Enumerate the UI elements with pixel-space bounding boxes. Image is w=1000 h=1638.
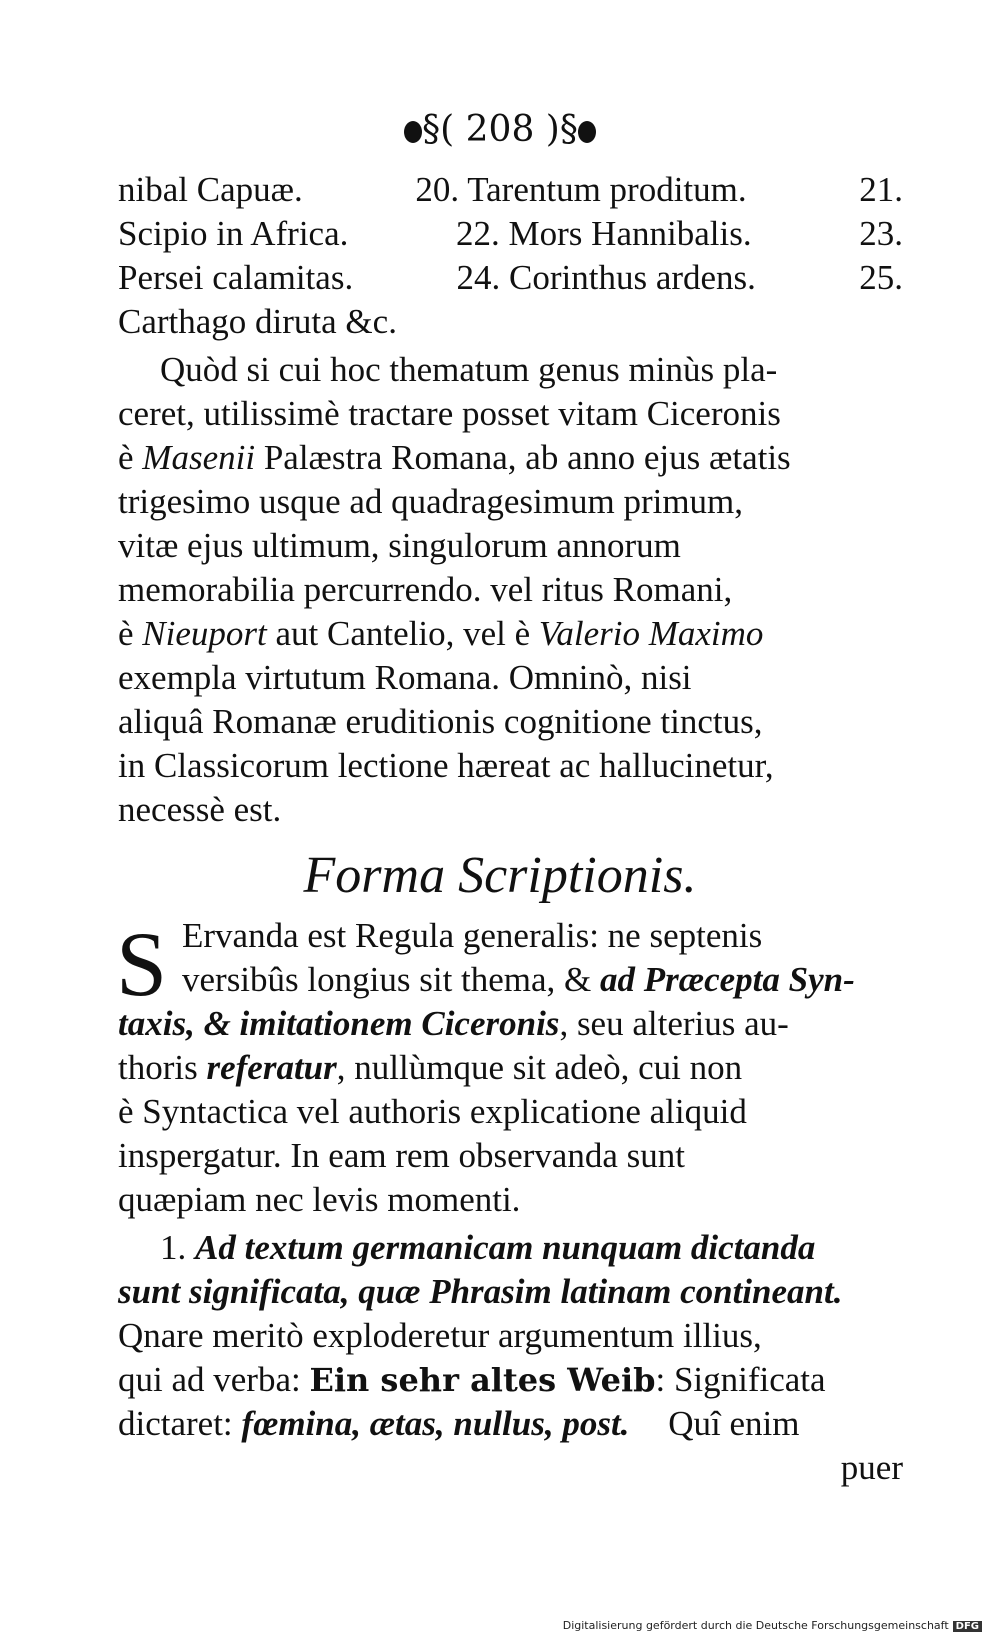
text-segment: 20. Tarentum proditum. [415,170,747,209]
text-segment: Scipio in Africa. [118,214,349,253]
author-name: Valerio Maximo [538,614,764,653]
text-segment: 21. [859,170,903,209]
catchword: puer [840,1448,903,1487]
text-segment: 24. Corinthus ardens. [456,258,756,297]
text-line: in Classicorum lectione hæreat ac hallucinetur, [118,746,774,785]
text-segment: Palæstra Romana, ab anno ejus ætatis [255,438,791,477]
list-number: 1. [160,1228,195,1267]
text-segment: thoris [118,1048,207,1087]
text-line: quæpiam nec levis momenti. [118,1180,521,1219]
text-line: ceret, utilissimè tractare posset vitam Ciceronis [118,394,781,433]
footer-credit [563,1619,982,1632]
text-line [118,612,903,656]
page-header: §( 208 )§ [0,108,1000,152]
page-number: ( 208 ) [440,109,560,150]
dfg-logo-icon: DFG [953,1621,982,1632]
text-segment: 23. [859,214,903,253]
text-line: Carthago diruta &c. [118,302,397,341]
text-segment: Persei calamitas. [118,258,354,297]
text-line [118,1046,903,1090]
text-segment: è [118,614,143,653]
text-segment: versibûs longius sit thema, & [182,960,601,999]
text-line: memorabilia percurrendo. vel ritus Romani, [118,570,733,609]
text-segment: , nullùmque sit adeò, cui non [336,1048,743,1087]
text-line [118,168,903,212]
text-line [118,436,903,480]
text-line: Quòd si cui hoc thematum genus minùs pla- [160,350,778,389]
italic-phrase: ad Præcepta Syn- [600,960,855,999]
text-segment: nibal Capuæ. [118,170,303,209]
text-line: Ervanda est Regula generalis: ne septenis [182,916,763,955]
left-ornament-icon [404,121,422,143]
italic-phrase: taxis, & imitationem Ciceronis [118,1004,560,1043]
text-line: necessè est. [118,790,282,829]
italic-phrase: fœmina, ætas, nullus, post. [241,1404,630,1443]
footer-text: Digitalisierung gefördert durch die Deutsche Forschungsgemeinschaft [562,1619,949,1632]
italic-phrase: referatur [206,1048,337,1087]
author-name: Nieuport [142,614,267,653]
text-line [118,1358,903,1402]
text-line [118,256,903,300]
text-line: vitæ ejus ultimum, singulorum annorum [118,526,681,565]
text-line [118,1402,903,1446]
text-line: inspergatur. In eam rem observanda sunt [118,1136,685,1175]
text-segment: 25. [859,258,903,297]
text-line: Qnare meritò exploderetur argumentum illius, [118,1316,762,1355]
text-segment: aut Cantelio, vel è [266,614,539,653]
text-segment: , seu alterius au- [559,1004,789,1043]
text-segment: Quî enim [668,1404,800,1443]
text-line: aliquâ Romanæ eruditionis cognitione tinctus, [118,702,763,741]
text-line [182,958,903,1002]
right-ornament-icon [578,121,596,143]
german-phrase: Ein sehr altes Weib [309,1361,656,1399]
text-segment: è [118,438,143,477]
text-line: exempla virtutum Romana. Omninò, nisi [118,658,692,697]
section-title: Forma Scriptionis. [303,847,697,904]
italic-phrase: Ad textum germanicam nunquam dictanda [195,1228,816,1267]
text-line [160,1226,903,1270]
drop-cap: S [116,913,168,1015]
text-line: sunt significata, quæ Phrasim latinam contineant. [118,1272,843,1311]
text-line [118,1002,903,1046]
text-line: trigesimo usque ad quadragesimum primum, [118,482,744,521]
author-name: Masenii [142,438,256,477]
text-segment: qui ad verba: [118,1360,310,1399]
text-segment: dictaret: [118,1404,242,1443]
text-segment: : Significata [655,1360,826,1399]
text-line: è Syntactica vel authoris explicatione aliquid [118,1092,747,1131]
text-segment: 22. Mors Hannibalis. [456,214,752,253]
text-line [118,212,903,256]
